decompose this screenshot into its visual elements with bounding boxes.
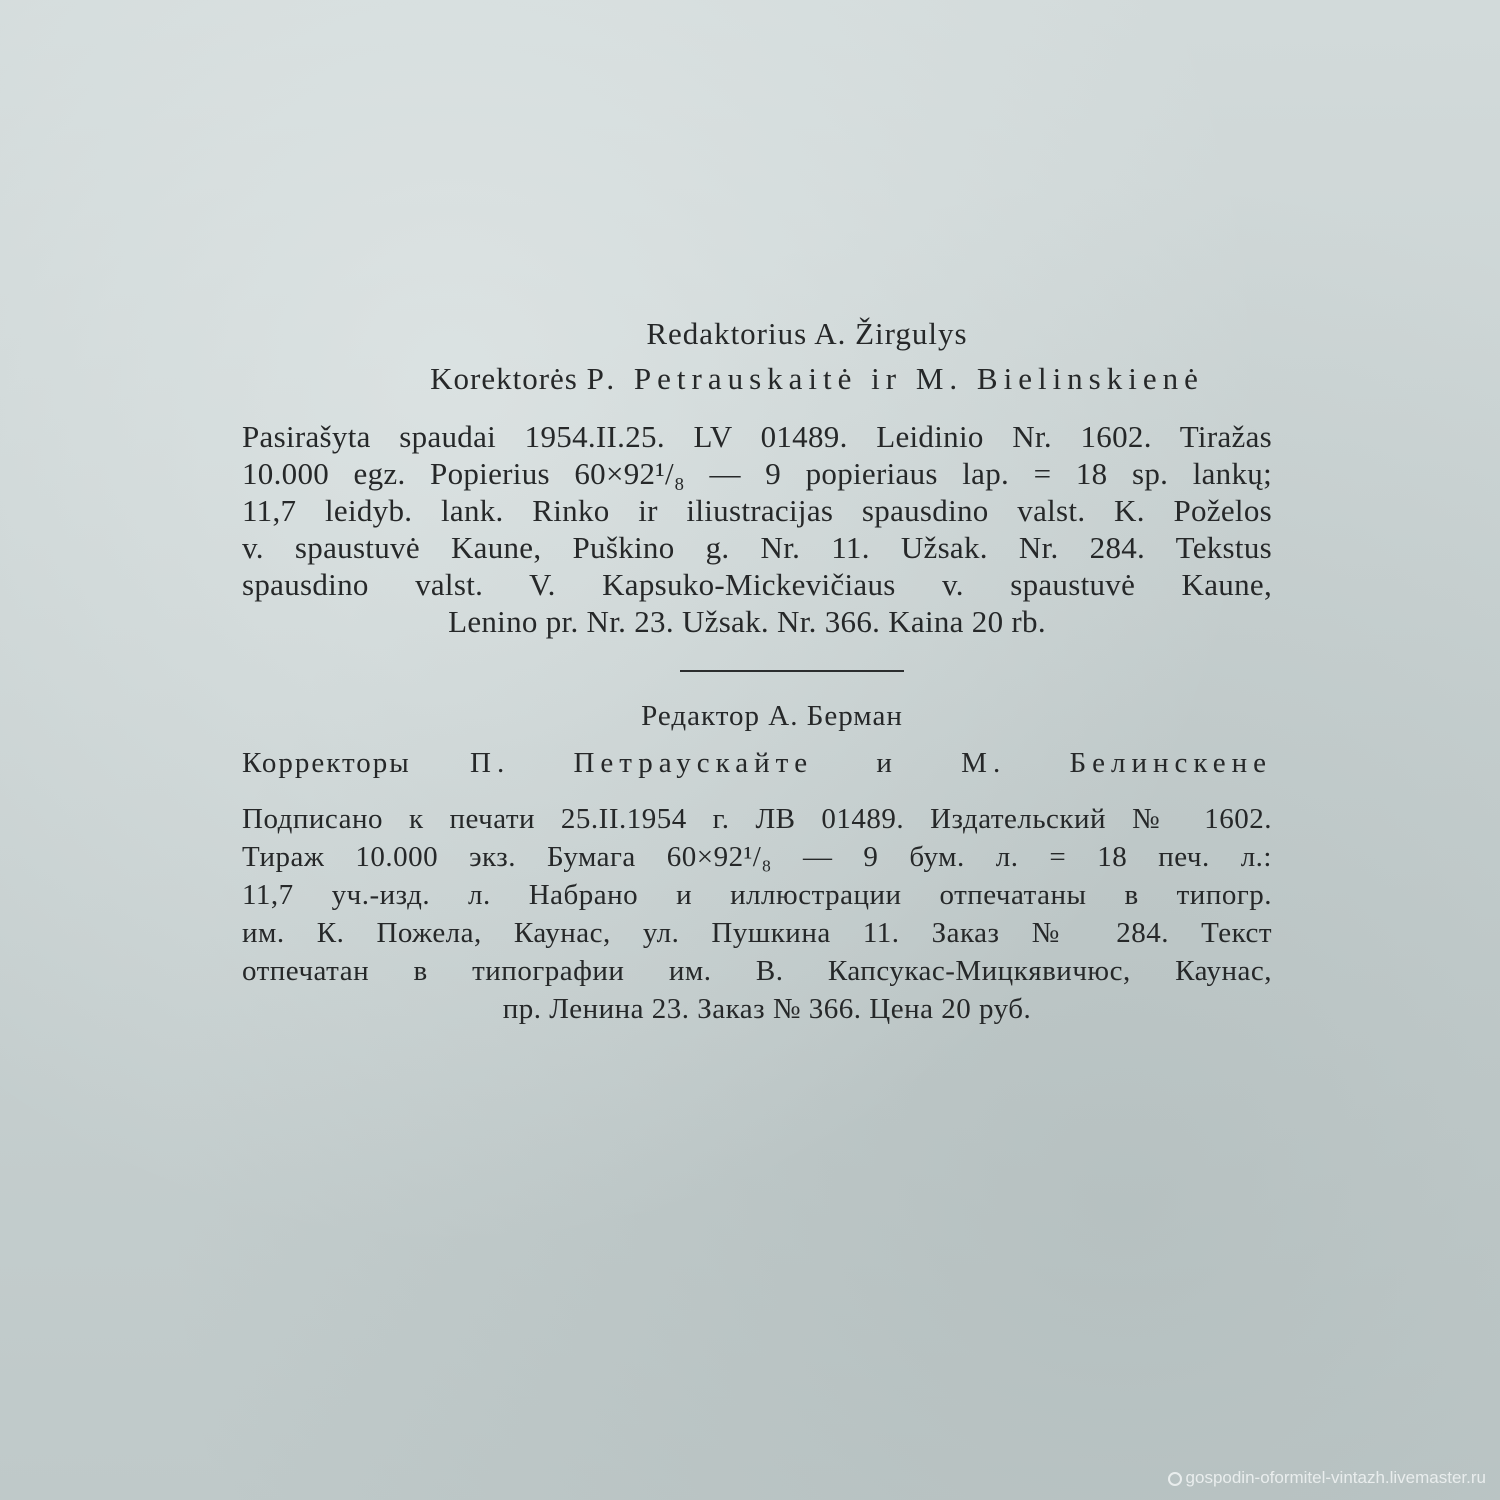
lithuanian-imprint-line: Lenino pr. Nr. 23. Užsak. Nr. 366. Kaina 20 rb.: [448, 604, 1046, 639]
russian-imprint-line: отпечатан в типографии им. В. Капсукас-Мицкявичюс, Каунас,: [242, 955, 1272, 987]
russian-correctors-line: [242, 749, 1272, 778]
russian-imprint-line: Тираж 10.000 экз. Бумага 60×92¹/₈ — 9 бум. л. = 18 печ. л.:: [242, 841, 1272, 873]
russian-imprint-line: им. К. Пожела, Каунас, ул. Пушкина 11. Заказ № 284. Текст: [242, 917, 1272, 949]
lithuanian-editor-line: Redaktorius A. Žirgulys: [646, 316, 968, 351]
russian-editor-line: Редактор А. Берман: [641, 700, 903, 732]
colophon: [242, 318, 1272, 1028]
lithuanian-correctors-line: [242, 363, 1272, 394]
lithuanian-imprint-line: Pasirašyta spaudai 1954.II.25. LV 01489. Leidinio Nr. 1602. Tiražas: [242, 419, 1272, 454]
russian-imprint-line: Подписано к печати 25.II.1954 г. ЛВ 01489. Издательский № 1602.: [242, 803, 1272, 835]
lithuanian-imprint-line: v. spaustuvė Kaune, Puškino g. Nr. 11. Užsak. Nr. 284. Tekstus: [242, 530, 1272, 565]
lithuanian-correctors-prefix: Korektorės: [430, 361, 578, 396]
lithuanian-imprint-line: 10.000 egz. Popierius 60×92¹/₈ — 9 popieriaus lap. = 18 sp. lankų;: [242, 456, 1272, 491]
watermark-logo-icon: [1168, 1472, 1182, 1486]
lithuanian-correctors-names: P. Petrauskaitė ir M. Bielinskienė: [586, 361, 1204, 396]
russian-imprint-line: пр. Ленина 23. Заказ № 366. Цена 20 руб.: [502, 993, 1032, 1025]
russian-correctors-names: П. Петраускайте и М. Белинскене: [470, 747, 1272, 779]
russian-correctors-prefix: Корректоры: [242, 747, 411, 779]
russian-imprint-line: 11,7 уч.-изд. л. Набрано и иллюстрации отпечатаны в типогр.: [242, 879, 1272, 911]
section-divider-rule: [680, 670, 904, 672]
watermark: [1168, 1468, 1486, 1488]
watermark-text: gospodin-oformitel-vintazh.livemaster.ru: [1185, 1468, 1486, 1487]
russian-imprint: [242, 800, 1272, 1028]
lithuanian-imprint-line: 11,7 leidyb. lank. Rinko ir iliustracijas spausdino valst. K. Poželos: [242, 493, 1272, 528]
lithuanian-imprint: [242, 418, 1272, 640]
lithuanian-imprint-line: spausdino valst. V. Kapsuko-Mickevičiaus v. spaustuvė Kaune,: [242, 567, 1272, 602]
